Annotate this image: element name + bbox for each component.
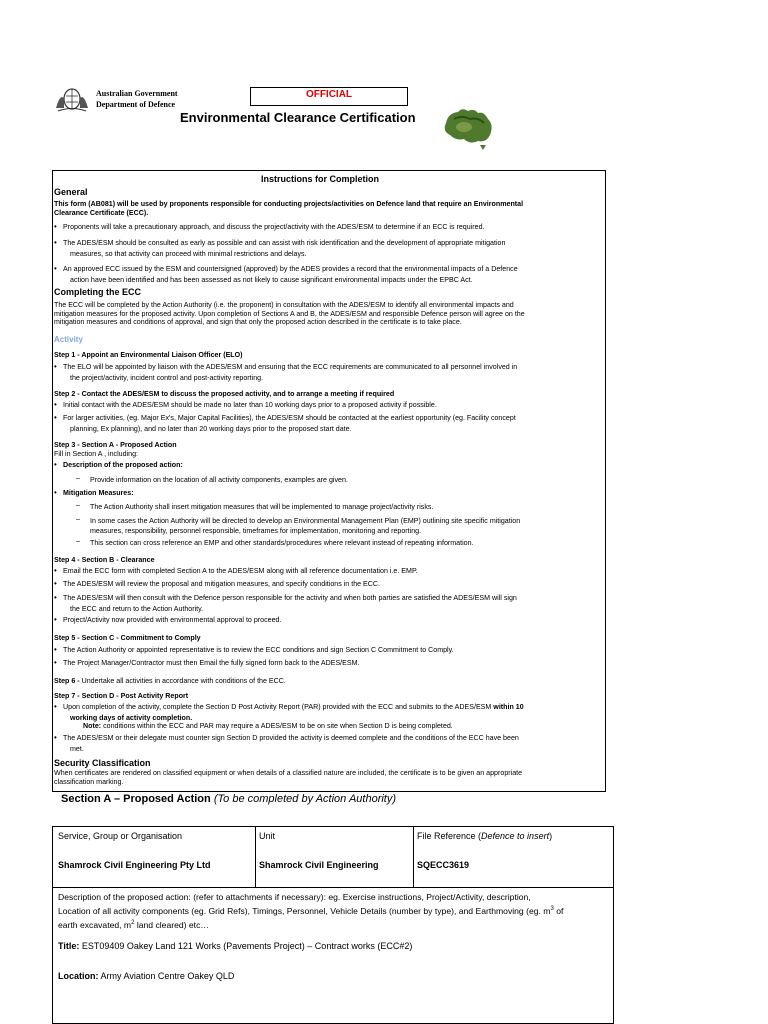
file-reference-value[interactable]: SQECC3619 [417, 860, 470, 870]
security-text: When certificates are rendered on classified equipment or when details of a classified nature are included, the certificate is to be given an appropriate [54, 769, 523, 777]
dash-item: Provide information on the location of all activity components, examples are given. [90, 476, 348, 484]
step-note [83, 722, 453, 731]
bullet-icon: • [54, 645, 57, 654]
location-field[interactable] [58, 971, 234, 981]
col-header-unit: Unit [259, 831, 276, 841]
step-bullet: For larger activities, (eg. Major Ex's, Major Capital Facilities), the ADES/ESM should be contacted at the earliest opportunity (eg. Facility concept [63, 414, 516, 422]
title-value: EST09409 Oakey Land 121 Works (Pavements Project) – Contract works (ECC#2) [81, 941, 413, 951]
bullet-icon: • [54, 579, 57, 588]
page-title: Environmental Clearance Certification [180, 110, 416, 125]
bullet-icon: • [54, 658, 57, 667]
bullet-icon: • [54, 593, 57, 602]
dash-item: The Action Authority shall insert mitigation measures that will be implemented to manage project/activity risks. [90, 503, 434, 511]
step-heading: Step 2 - Contact the ADES/ESM to discuss the proposed activity, and to arrange a meeting if required [54, 390, 395, 398]
file-ref-italic: Defence to insert [481, 831, 550, 841]
location-value: Army Aviation Centre Oakey QLD [100, 971, 235, 981]
general-intro-line: This form (AB081) will be used by proponents responsible for conducting projects/activities on Defence land that require an Environmental [54, 200, 524, 208]
step-heading: Step 1 - Appoint an Environmental Liaison Officer (ELO) [54, 351, 243, 359]
step-bullet-cont: the project/activity, incident control and post-activity reporting. [70, 374, 264, 382]
step-bullet: Initial contact with the ADES/ESM should be made no later than 10 working days prior to a proposed activity if possible. [63, 401, 437, 409]
dash-item-cont: measures, responsibility, personnel responsible, timeframes for implementation, monitoring and reporting. [90, 527, 422, 535]
general-bullet: Proponents will take a precautionary approach, and discuss the project/activity with the ADES/ESM to determine if an ECC is required. [63, 223, 485, 231]
government-name [96, 88, 178, 110]
dash-item: This section can cross reference an EMP and other standards/procedures where relevant instead of repeating information. [90, 539, 474, 547]
description-line: earth excavated, $m^2$ land cleared) etc… [58, 919, 209, 930]
general-bullet: An approved ECC issued by the ESM and countersigned (approved) by the ADES provides a record that the environmental impacts of a Defence [63, 265, 518, 273]
general-bullet: The ADES/ESM should be consulted as early as possible and can assist with risk identification and the development of appropriate mitigation [63, 239, 506, 247]
step-6 [54, 677, 286, 686]
step-bullet-text: Upon completion of the activity, complete the Section D Post Activity Report (PAR) provided with the ECC and submits to the ADES/ESM [63, 703, 492, 711]
step-bullet-cont: met. [70, 745, 84, 753]
step-bullet: The Action Authority or appointed representative is to review the ECC conditions and sign Section C Commitment to Comply. [63, 646, 454, 654]
dash-icon: – [76, 515, 80, 523]
completing-heading: Completing the ECC [54, 287, 141, 297]
step-bullet: Project/Activity now provided with environmental approval to proceed. [63, 616, 282, 624]
bullet-icon: • [54, 264, 57, 273]
gov-line-1: Australian Government [96, 89, 178, 98]
step-heading: Step 4 - Section B - Clearance [54, 556, 155, 564]
bullet-icon: • [54, 733, 57, 742]
bullet-icon: • [54, 615, 57, 624]
security-text: classification marking. [54, 778, 124, 786]
description-prompt [58, 891, 563, 931]
bullet-icon: • [54, 702, 57, 711]
bullet-icon: • [54, 566, 57, 575]
step-bullet-emphasis: within 10 [493, 703, 524, 711]
file-ref-post: ) [549, 831, 553, 841]
step-text: Undertake all activities in accordance with conditions of the ECC. [81, 677, 286, 685]
instructions-heading: Instructions for Completion [261, 174, 379, 184]
instructions-box [52, 170, 606, 792]
col-divider [255, 827, 256, 887]
completing-text: The ECC will be completed by the Action Authority (i.e. the proponent) in consultation with the ADES/ESM to identify all environmental impacts and [54, 301, 514, 309]
col-header-file-reference [417, 831, 552, 841]
step-bullet: The ELO will be appointed by liaison with the ADES/ESM and ensuring that the ECC requirements are communicated to all personnel involved in [63, 363, 518, 371]
step-bullet: The ADES/ESM will review the proposal and mitigation measures, and specify conditions in the ECC. [63, 580, 381, 588]
note-text: conditions within the ECC and PAR may require a ADES/ESM to be on site when Section D is being completed. [103, 722, 453, 730]
dash-icon: – [76, 474, 80, 482]
file-ref-pre: File Reference ( [417, 831, 482, 841]
gov-line-2: Department of Defence [96, 100, 176, 109]
general-heading: General [54, 187, 88, 197]
general-intro-line: Clearance Certificate (ECC). [54, 209, 149, 217]
step-heading: Step 5 - Section C - Commitment to Comply [54, 634, 201, 642]
step-text: Fill in Section A , including: [54, 450, 138, 458]
section-a-title: Section A – Proposed Action [61, 793, 211, 805]
step-bullet: The ADES/ESM or their delegate must counter sign Section D provided the activity is deemed complete and the conditions of the ECC have been [63, 734, 519, 742]
step-bullet: The Project Manager/Contractor must then Email the fully signed form back to the ADES/ESM. [63, 659, 360, 667]
title-field[interactable] [58, 941, 412, 951]
completing-text: mitigation measures for the proposed activity. Upon completion of Sections A and B, the ADES/ESM and responsible Defence person will agree on the [54, 310, 525, 318]
step-bullet [63, 703, 524, 712]
bullet-icon: • [54, 362, 57, 371]
location-label: Location: [58, 971, 99, 981]
dash-icon: – [76, 537, 80, 545]
bullet-icon: • [54, 238, 57, 247]
description-line: Location of all activity components (eg. Grid Refs), Timings, Personnel, Vehicle Details (number by type), and Earthmoving (eg. $m^3$ of [58, 905, 564, 916]
step-heading: Step 6 - [54, 677, 80, 685]
activity-label: Activity [54, 335, 83, 344]
dash-icon: – [76, 501, 80, 509]
completing-text: mitigation measures and conditions of approval, and sign that only the proposed action described in the certificate is to take place. [54, 318, 462, 326]
row-divider [53, 887, 613, 888]
bullet-icon: • [54, 413, 57, 422]
general-bullet-cont: action have been identified and has been assessed as not likely to cause significant environmental impacts under the EPBC Act. [70, 276, 473, 284]
australia-map-icon [440, 105, 496, 151]
description-line: Description of the proposed action: (refer to attachments if necessary): eg. Exercise instructions, Project/Activity, description, [58, 892, 531, 902]
section-a-table [52, 826, 614, 1024]
col-divider [413, 827, 414, 887]
step-bullet: Mitigation Measures: [63, 489, 134, 497]
step-bullet: The ADES/ESM will then consult with the Defence person responsible for the activity and when both parties are satisfied the ADES/ESM will sign [63, 594, 517, 602]
general-bullet-cont: measures, so that activity can proceed with minimal restrictions and delays. [70, 250, 307, 258]
organisation-value[interactable]: Shamrock Civil Engineering Pty Ltd [58, 860, 211, 870]
coat-of-arms-icon [52, 84, 92, 114]
col-header-organisation: Service, Group or Organisation [58, 831, 183, 841]
step-bullet-cont: working days of activity completion. [70, 714, 193, 722]
section-a-heading [61, 793, 396, 805]
security-heading: Security Classification [54, 758, 151, 768]
step-bullet: Description of the proposed action: [63, 461, 183, 469]
classification-label: OFFICIAL [250, 87, 408, 106]
section-a-subtitle: (To be completed by Action Authority) [213, 793, 397, 805]
dash-item: In some cases the Action Authority will be directed to develop an Environmental Management Plan (EMP) outlining site specific mitigation [90, 517, 521, 525]
note-label: Note: [83, 722, 102, 730]
unit-value[interactable]: Shamrock Civil Engineering [259, 860, 379, 870]
bullet-icon: • [54, 488, 57, 497]
step-bullet-cont: the ECC and return to the Action Authority. [70, 605, 204, 613]
step-heading: Step 7 - Section D - Post Activity Report [54, 692, 189, 700]
bullet-icon: • [54, 222, 57, 231]
title-label: Title: [58, 941, 80, 951]
step-bullet: Email the ECC form with completed Section A to the ADES/ESM along with all reference documentation i.e. EMP. [63, 567, 418, 575]
bullet-icon: • [54, 460, 57, 469]
bullet-icon: • [54, 400, 57, 409]
step-heading: Step 3 - Section A - Proposed Action [54, 441, 177, 449]
step-bullet-cont: planning, Ex planning), and no later than 20 working days prior to the proposed start date. [70, 425, 352, 433]
